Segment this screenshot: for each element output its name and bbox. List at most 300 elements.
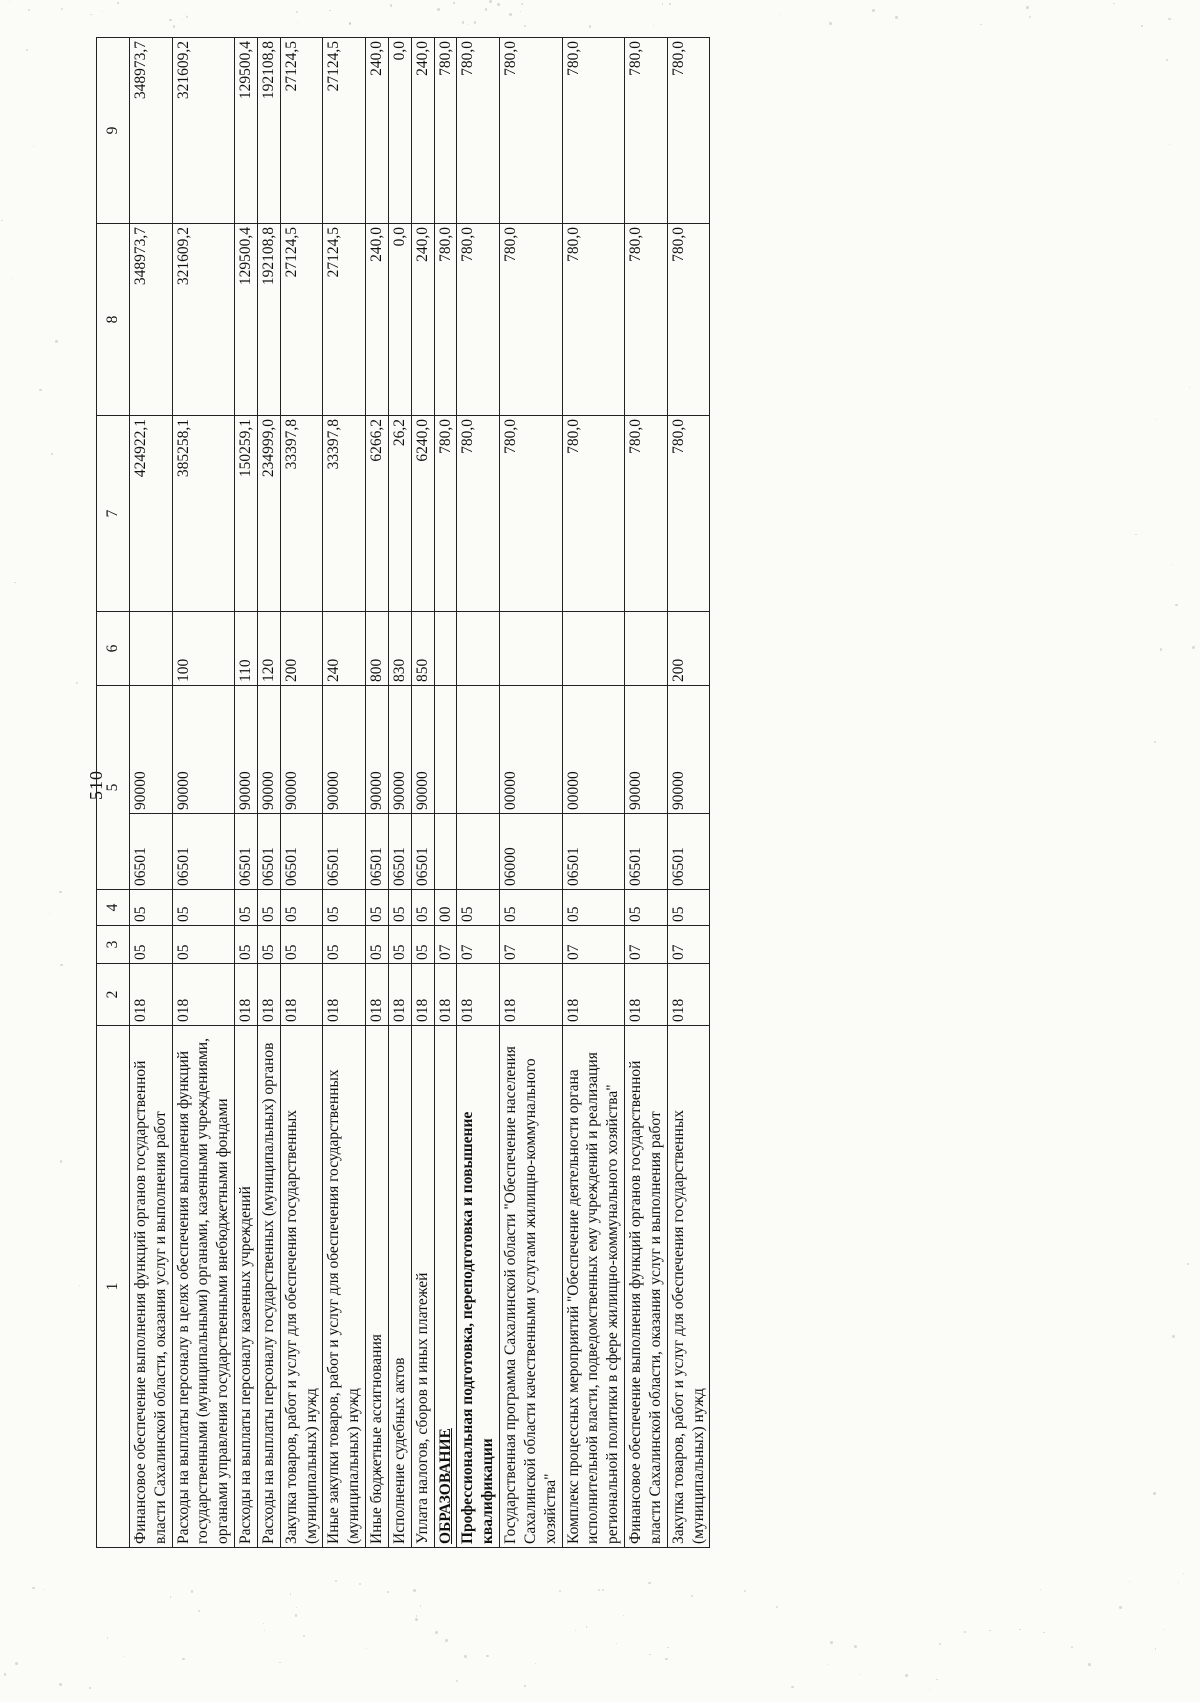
scan-speck: [102, 11, 103, 12]
subsection-code: 05: [500, 890, 562, 926]
expense-type-code: [130, 612, 173, 686]
rotated-table-wrapper: [96, 38, 1146, 1548]
scan-speck: [474, 21, 476, 23]
scan-speck: [598, 1589, 601, 1592]
scan-speck: [486, 1655, 488, 1657]
subsection-code: 05: [172, 890, 234, 926]
program-code: 06501: [667, 814, 710, 890]
scan-speck: [51, 453, 53, 455]
scan-speck: [59, 1683, 62, 1686]
scan-speck: [437, 8, 440, 11]
row-name: Финансовое обеспечение выполнения функций органов государственной власти Сахалинской области, оказания услуг и выполнения работ: [625, 1026, 668, 1548]
kvsr-code: 018: [411, 964, 434, 1026]
row-name: Финансовое обеспечение выполнения функций органов государственной власти Сахалинской области, оказания услуг и выполнения работ: [130, 1026, 173, 1548]
scan-speck: [185, 14, 187, 16]
direction-code: 90000: [235, 686, 258, 814]
section-code: 05: [235, 926, 258, 964]
amount-col-9: 192108,8: [257, 38, 280, 224]
scan-speck: [39, 389, 41, 391]
scan-speck: [124, 1656, 125, 1657]
scan-speck: [60, 1160, 62, 1162]
expense-type-code: [500, 612, 562, 686]
amount-col-8: 27124,5: [323, 224, 366, 416]
scan-speck: [1029, 16, 1031, 18]
header-col-3: 3: [97, 926, 130, 964]
scan-speck: [691, 1595, 693, 1597]
amount-col-8: 27124,5: [280, 224, 323, 416]
subsection-code: 05: [562, 890, 624, 926]
scan-speck: [1163, 1629, 1164, 1630]
subsection-code: 05: [667, 890, 710, 926]
scan-speck: [929, 1689, 930, 1690]
scan-speck: [1183, 1573, 1184, 1574]
scan-speck: [586, 1626, 587, 1627]
amount-col-7: 780,0: [457, 416, 500, 612]
amount-col-9: 780,0: [500, 38, 562, 224]
scan-speck: [872, 9, 875, 12]
table-row: [130, 38, 173, 1548]
scan-speck: [464, 1655, 466, 1657]
row-name: Государственная программа Сахалинской области "Обеспечение населения Сахалинской области качественными услугами жилищно-коммунального хозяйства": [500, 1026, 562, 1548]
scan-speck: [1168, 18, 1171, 21]
header-col-7: 7: [97, 416, 130, 612]
scan-speck: [456, 1680, 458, 1682]
section-code: 05: [388, 926, 411, 964]
scan-speck: [182, 1658, 184, 1660]
expense-type-code: [562, 612, 624, 686]
scan-speck: [60, 964, 63, 967]
scan-speck: [559, 1590, 561, 1592]
amount-col-8: 780,0: [667, 224, 710, 416]
amount-col-9: 348973,7: [130, 38, 173, 224]
scan-speck: [349, 23, 352, 26]
scan-speck: [575, 1630, 576, 1631]
scan-speck: [79, 1285, 80, 1286]
scan-speck: [989, 1630, 991, 1632]
amount-col-9: 780,0: [434, 38, 457, 224]
amount-col-8: 0,0: [388, 224, 411, 416]
scan-speck: [1155, 1648, 1156, 1649]
scan-speck: [117, 2, 119, 4]
scan-speck: [665, 1658, 667, 1660]
scan-speck: [1166, 59, 1168, 61]
amount-col-7: 780,0: [434, 416, 457, 612]
header-col-5: 5: [97, 686, 130, 890]
table-row: [500, 38, 562, 1548]
scan-speck: [1019, 1629, 1020, 1630]
section-code: 05: [366, 926, 389, 964]
scan-speck: [489, 0, 492, 3]
section-code: 05: [280, 926, 323, 964]
scan-speck: [616, 1643, 617, 1644]
scan-speck: [26, 49, 28, 51]
expense-type-code: [457, 612, 500, 686]
scan-speck: [61, 8, 63, 10]
scan-speck: [1189, 387, 1190, 388]
scan-speck: [32, 1587, 34, 1589]
row-name: Закупка товаров, работ и услуг для обеспечения государственных (муниципальных) нужд: [667, 1026, 710, 1548]
kvsr-code: 018: [323, 964, 366, 1026]
subsection-code: 05: [280, 890, 323, 926]
direction-code: 90000: [667, 686, 710, 814]
row-name: ОБРАЗОВАНИЕ: [434, 1026, 457, 1548]
kvsr-code: 018: [130, 964, 173, 1026]
scan-speck: [387, 1591, 389, 1593]
scan-speck: [335, 1580, 337, 1582]
scan-speck: [1088, 1663, 1091, 1666]
subsection-code: 05: [235, 890, 258, 926]
section-code: 05: [172, 926, 234, 964]
scan-speck: [416, 1615, 417, 1616]
scan-speck: [415, 1618, 418, 1621]
table-row: [625, 38, 668, 1548]
scan-speck: [303, 1635, 305, 1637]
scan-speck: [830, 1641, 833, 1644]
scan-speck: [623, 1615, 624, 1616]
scan-speck: [509, 13, 512, 16]
scan-speck: [263, 1623, 264, 1624]
amount-col-8: 780,0: [625, 224, 668, 416]
amount-col-8: 348973,7: [130, 224, 173, 416]
scan-speck: [1040, 1589, 1041, 1590]
direction-code: 00000: [562, 686, 624, 814]
scan-speck: [76, 682, 78, 684]
table-row: [172, 38, 234, 1548]
section-code: 07: [562, 926, 624, 964]
amount-col-7: 780,0: [562, 416, 624, 612]
scan-speck: [1178, 1582, 1179, 1583]
budget-table: [96, 37, 710, 1548]
scan-speck: [648, 1582, 651, 1585]
scan-speck: [791, 1686, 794, 1689]
section-code: 05: [130, 926, 173, 964]
scan-speck: [653, 25, 654, 26]
expense-type-code: 240: [323, 612, 366, 686]
expense-type-code: 100: [172, 612, 234, 686]
row-name: Комплекс процессных мероприятий "Обеспечение деятельности органа исполнительной власти, подведомственных ему учреждений и реализация региональной политики в сфере жилищно-коммунального хозяйства": [562, 1026, 624, 1548]
amount-col-7: 6240,0: [411, 416, 434, 612]
table-row: [434, 38, 457, 1548]
scan-speck: [15, 1662, 18, 1665]
subsection-code: 05: [625, 890, 668, 926]
scan-speck: [462, 21, 465, 24]
scan-speck: [662, 3, 663, 4]
header-col-4: 4: [97, 890, 130, 926]
section-code: 05: [411, 926, 434, 964]
expense-type-code: 110: [235, 612, 258, 686]
subsection-code: 05: [388, 890, 411, 926]
scan-speck: [776, 1606, 778, 1608]
direction-code: 90000: [388, 686, 411, 814]
scan-speck: [198, 1610, 200, 1612]
amount-col-9: 780,0: [625, 38, 668, 224]
row-name: Исполнение судебных актов: [388, 1026, 411, 1548]
section-code: 07: [457, 926, 500, 964]
amount-col-8: 240,0: [366, 224, 389, 416]
row-name: Уплата налогов, сборов и иных платежей: [411, 1026, 434, 1548]
scan-speck: [854, 1645, 857, 1648]
kvsr-code: 018: [257, 964, 280, 1026]
scan-speck: [1, 220, 3, 222]
scan-speck: [182, 19, 183, 20]
header-col-9: 9: [97, 38, 130, 224]
table-header-row: [97, 38, 130, 1548]
program-code: 06501: [257, 814, 280, 890]
scan-speck: [744, 1590, 746, 1592]
header-col-6: 6: [97, 612, 130, 686]
program-code: 06501: [625, 814, 668, 890]
scan-speck: [296, 1607, 297, 1608]
scan-speck: [1153, 1492, 1155, 1494]
scan-speck: [1169, 144, 1170, 145]
scan-speck: [827, 1664, 828, 1665]
amount-col-9: 780,0: [562, 38, 624, 224]
subsection-code: 05: [257, 890, 280, 926]
scan-speck: [521, 3, 524, 6]
row-name: Расходы на выплаты персоналу казенных учреждений: [235, 1026, 258, 1548]
direction-code: 90000: [625, 686, 668, 814]
scan-speck: [939, 1643, 941, 1645]
direction-code: 00000: [500, 686, 562, 814]
table-row: [667, 38, 710, 1548]
scan-speck: [860, 1674, 861, 1675]
table-row: [235, 38, 258, 1548]
kvsr-code: 018: [500, 964, 562, 1026]
amount-col-7: 424922,1: [130, 416, 173, 612]
kvsr-code: 018: [172, 964, 234, 1026]
scan-speck: [169, 19, 171, 21]
row-name: Иные закупки товаров, работ и услуг для обеспечения государственных (муниципальных) нужд: [323, 1026, 366, 1548]
expense-type-code: [434, 612, 457, 686]
amount-col-7: 234999,0: [257, 416, 280, 612]
scan-speck: [173, 25, 175, 27]
scan-speck: [602, 1589, 604, 1591]
kvsr-code: 018: [280, 964, 323, 1026]
amount-col-9: 780,0: [667, 38, 710, 224]
scan-speck: [1160, 648, 1163, 651]
scan-speck: [107, 1637, 108, 1638]
scan-speck: [420, 1605, 422, 1607]
scan-speck: [524, 25, 526, 27]
kvsr-code: 018: [457, 964, 500, 1026]
amount-col-7: 780,0: [667, 416, 710, 612]
kvsr-code: 018: [366, 964, 389, 1026]
header-col-1: 1: [97, 1026, 130, 1548]
scan-speck: [186, 16, 188, 18]
kvsr-code: 018: [434, 964, 457, 1026]
section-code: 07: [434, 926, 457, 964]
program-code: 06000: [500, 814, 562, 890]
program-code: 06501: [562, 814, 624, 890]
amount-col-7: 150259,1: [235, 416, 258, 612]
scan-speck: [964, 1631, 966, 1633]
kvsr-code: 018: [562, 964, 624, 1026]
direction-code: 90000: [280, 686, 323, 814]
scan-speck: [170, 1596, 172, 1598]
scan-speck: [445, 1639, 448, 1642]
scan-speck: [366, 1648, 367, 1649]
amount-col-9: 240,0: [366, 38, 389, 224]
amount-col-7: 780,0: [625, 416, 668, 612]
header-col-2: 2: [97, 964, 130, 1026]
amount-col-8: 240,0: [411, 224, 434, 416]
row-name: Иные бюджетные ассигнования: [366, 1026, 389, 1548]
direction-code: 90000: [130, 686, 173, 814]
scan-speck: [191, 1590, 193, 1592]
scan-speck: [329, 10, 330, 11]
expense-type-code: [625, 612, 668, 686]
program-code: 06501: [130, 814, 173, 890]
scan-speck: [297, 22, 299, 24]
scan-speck: [296, 11, 298, 13]
row-name: Профессиональная подготовка, переподготовка и повышение квалификации: [457, 1026, 500, 1548]
scan-speck: [936, 1679, 938, 1681]
amount-col-7: 6266,2: [366, 416, 389, 612]
row-name: Закупка товаров, работ и услуг для обеспечения государственных (муниципальных) нужд: [280, 1026, 323, 1548]
scan-speck: [59, 891, 61, 893]
scan-speck: [980, 24, 981, 25]
scan-speck: [264, 1630, 265, 1631]
expense-type-code: 800: [366, 612, 389, 686]
scan-speck: [89, 1687, 91, 1689]
expense-type-code: 120: [257, 612, 280, 686]
scan-speck: [435, 1631, 438, 1634]
scan-speck: [1141, 25, 1143, 27]
scan-speck: [497, 3, 500, 6]
amount-col-9: 27124,5: [280, 38, 323, 224]
expense-type-code: 830: [388, 612, 411, 686]
subsection-code: 05: [323, 890, 366, 926]
amount-col-8: 129500,4: [235, 224, 258, 416]
scan-speck: [829, 22, 832, 25]
scan-speck: [649, 1654, 651, 1656]
scan-speck: [905, 1674, 908, 1677]
scan-speck: [279, 1662, 280, 1663]
direction-code: [457, 686, 500, 814]
scan-speck: [520, 11, 521, 12]
section-code: 05: [323, 926, 366, 964]
amount-col-9: 780,0: [457, 38, 500, 224]
table-row: [562, 38, 624, 1548]
amount-col-9: 0,0: [388, 38, 411, 224]
direction-code: 90000: [366, 686, 389, 814]
direction-code: 90000: [172, 686, 234, 814]
table-row: [366, 38, 389, 1548]
section-code: 05: [257, 926, 280, 964]
expense-type-code: 200: [280, 612, 323, 686]
scan-speck: [1192, 646, 1195, 649]
scan-speck: [895, 16, 898, 19]
scan-speck: [1113, 3, 1115, 5]
header-col-8: 8: [97, 224, 130, 416]
expense-type-code: 200: [667, 612, 710, 686]
table-row: [257, 38, 280, 1548]
amount-col-7: 33397,8: [280, 416, 323, 612]
table-row: [457, 38, 500, 1548]
scan-speck: [413, 1589, 416, 1592]
scan-speck: [11, 278, 12, 279]
subsection-code: 05: [411, 890, 434, 926]
amount-col-8: 780,0: [457, 224, 500, 416]
scan-speck: [453, 2, 454, 3]
program-code: 06501: [411, 814, 434, 890]
section-code: 07: [625, 926, 668, 964]
scan-speck: [1026, 6, 1029, 9]
program-code: 06501: [172, 814, 234, 890]
scan-speck: [390, 4, 393, 7]
scan-speck: [28, 9, 30, 11]
scan-speck: [4, 1673, 7, 1676]
scan-speck: [295, 1614, 298, 1617]
kvsr-code: 018: [235, 964, 258, 1026]
scan-speck: [485, 8, 488, 11]
program-code: [457, 814, 500, 890]
scan-speck: [290, 1593, 292, 1595]
scan-speck: [667, 1647, 668, 1648]
scan-speck: [49, 913, 50, 914]
scan-speck: [1172, 564, 1174, 566]
scan-speck: [9, 1, 10, 2]
table-body: [130, 38, 710, 1548]
program-code: 06501: [366, 814, 389, 890]
subsection-code: 00: [434, 890, 457, 926]
table-row: [323, 38, 366, 1548]
amount-col-9: 321609,2: [172, 38, 234, 224]
amount-col-9: 240,0: [411, 38, 434, 224]
scan-speck: [1187, 1263, 1189, 1265]
row-name: Расходы на выплаты персоналу в целях обеспечения выполнения функций государственными (муниципальными) органами, казенными учреждениями, органами управления государственными внебюджетными фондами: [172, 1026, 234, 1548]
subsection-code: 05: [366, 890, 389, 926]
direction-code: 90000: [257, 686, 280, 814]
amount-col-7: 33397,8: [323, 416, 366, 612]
scan-speck: [1129, 1581, 1131, 1583]
amount-col-8: 321609,2: [172, 224, 234, 416]
direction-code: 90000: [411, 686, 434, 814]
scan-speck: [1119, 1606, 1121, 1608]
amount-col-8: 192108,8: [257, 224, 280, 416]
kvsr-code: 018: [667, 964, 710, 1026]
kvsr-code: 018: [388, 964, 411, 1026]
amount-col-7: 26,2: [388, 416, 411, 612]
direction-code: 90000: [323, 686, 366, 814]
row-name: Расходы на выплаты персоналу государственных (муниципальных) органов: [257, 1026, 280, 1548]
amount-col-7: 385258,1: [172, 416, 234, 612]
scan-speck: [1043, 1632, 1044, 1633]
subsection-code: 05: [130, 890, 173, 926]
program-code: 06501: [235, 814, 258, 890]
scan-speck: [90, 14, 91, 15]
scan-speck: [1071, 1646, 1073, 1648]
amount-col-9: 27124,5: [323, 38, 366, 224]
scan-speck: [535, 1663, 536, 1664]
section-code: 07: [667, 926, 710, 964]
scan-speck: [589, 25, 591, 27]
table-row: [280, 38, 323, 1548]
program-code: 06501: [323, 814, 366, 890]
amount-col-8: 780,0: [434, 224, 457, 416]
amount-col-8: 780,0: [500, 224, 562, 416]
scan-speck: [359, 1583, 361, 1585]
scan-speck: [33, 146, 34, 147]
scan-speck: [669, 3, 671, 5]
program-code: 06501: [388, 814, 411, 890]
table-row: [411, 38, 434, 1548]
scan-speck: [44, 1589, 45, 1590]
scan-speck: [468, 24, 469, 25]
amount-col-9: 129500,4: [235, 38, 258, 224]
program-code: [434, 814, 457, 890]
scan-speck: [1156, 419, 1157, 420]
